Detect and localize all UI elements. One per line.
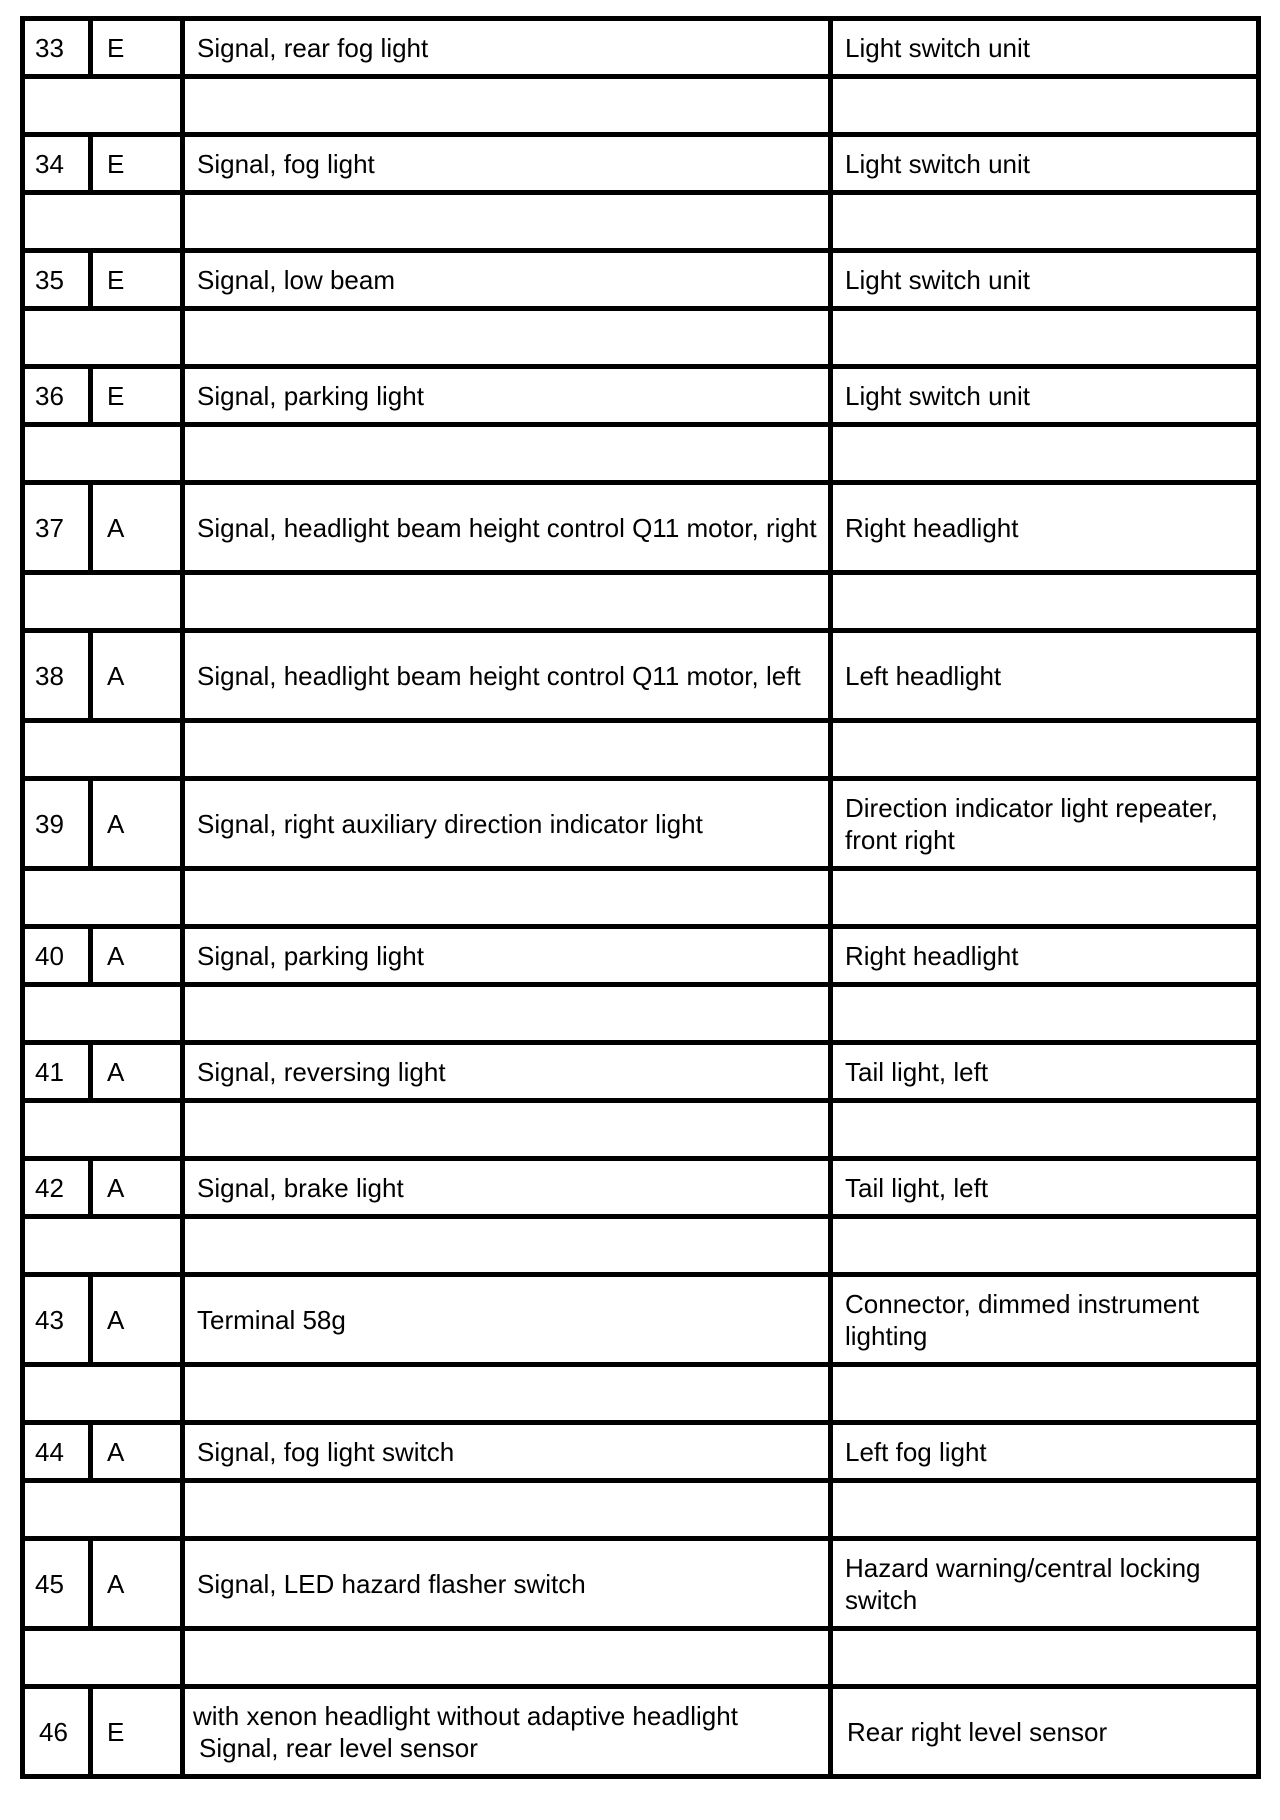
connected-component: Left headlight <box>831 631 1259 721</box>
spacer-row <box>23 77 1259 135</box>
pin-number: 36 <box>23 367 91 425</box>
table-row <box>23 1539 1259 1629</box>
table-row <box>23 135 1259 193</box>
table-row <box>23 1043 1259 1101</box>
connected-component: Direction indicator light repeater, front right <box>831 779 1259 869</box>
table-row <box>23 631 1259 721</box>
signal-direction: E <box>91 1687 183 1777</box>
signal-description: Signal, fog light switch <box>183 1423 831 1481</box>
signal-description <box>183 1687 831 1777</box>
spacer-row <box>23 721 1259 779</box>
pin-number: 45 <box>23 1539 91 1629</box>
signal-description: Signal, headlight beam height control Q11 motor, right <box>183 483 831 573</box>
pin-number: 41 <box>23 1043 91 1101</box>
signal-direction: A <box>91 631 183 721</box>
connected-component: Light switch unit <box>831 367 1259 425</box>
signal-direction: E <box>91 135 183 193</box>
table-row <box>23 483 1259 573</box>
spacer-row <box>23 985 1259 1043</box>
spacer-row <box>23 1365 1259 1423</box>
table-row <box>23 927 1259 985</box>
connected-component: Left fog light <box>831 1423 1259 1481</box>
signal-direction: E <box>91 19 183 77</box>
signal-direction: A <box>91 1275 183 1365</box>
table-row <box>23 19 1259 77</box>
pin-number: 39 <box>23 779 91 869</box>
signal-direction: A <box>91 1539 183 1629</box>
table-row <box>23 367 1259 425</box>
signal-direction: A <box>91 927 183 985</box>
spacer-row <box>23 1101 1259 1159</box>
signal-description: Signal, low beam <box>183 251 831 309</box>
table-row <box>23 1275 1259 1365</box>
connected-component: Light switch unit <box>831 251 1259 309</box>
connected-component: Light switch unit <box>831 135 1259 193</box>
signal-description: Signal, LED hazard flasher switch <box>183 1539 831 1629</box>
signal-direction: A <box>91 1159 183 1217</box>
connected-component: Right headlight <box>831 927 1259 985</box>
table-row <box>23 1423 1259 1481</box>
connected-component: Rear right level sensor <box>831 1687 1259 1777</box>
connected-component: Connector, dimmed instrument lighting <box>831 1275 1259 1365</box>
spacer-row <box>23 193 1259 251</box>
signal-description-text: Signal, rear level sensor <box>199 1732 478 1763</box>
signal-description: Signal, rear fog light <box>183 19 831 77</box>
pin-number: 43 <box>23 1275 91 1365</box>
signal-direction: A <box>91 483 183 573</box>
pin-number: 42 <box>23 1159 91 1217</box>
signal-direction: A <box>91 779 183 869</box>
signal-description: Terminal 58g <box>183 1275 831 1365</box>
signal-description: Signal, reversing light <box>183 1043 831 1101</box>
signal-description: Signal, fog light <box>183 135 831 193</box>
connected-component: Tail light, left <box>831 1043 1259 1101</box>
pin-number: 46 <box>23 1687 91 1777</box>
spacer-row <box>23 425 1259 483</box>
signal-description-condition: with xenon headlight without adaptive headlight <box>193 1700 738 1731</box>
pin-number: 35 <box>23 251 91 309</box>
table-row <box>23 779 1259 869</box>
connected-component: Hazard warning/central locking switch <box>831 1539 1259 1629</box>
spacer-row <box>23 1629 1259 1687</box>
pin-number: 44 <box>23 1423 91 1481</box>
signal-direction: A <box>91 1043 183 1101</box>
pin-number: 33 <box>23 19 91 77</box>
spacer-row <box>23 1217 1259 1275</box>
signal-direction: A <box>91 1423 183 1481</box>
pin-number: 38 <box>23 631 91 721</box>
signal-direction: E <box>91 367 183 425</box>
table-row <box>23 251 1259 309</box>
spacer-row <box>23 1481 1259 1539</box>
signal-description: Signal, right auxiliary direction indicator light <box>183 779 831 869</box>
pin-number: 40 <box>23 927 91 985</box>
spacer-row <box>23 573 1259 631</box>
connected-component: Tail light, left <box>831 1159 1259 1217</box>
pin-number: 37 <box>23 483 91 573</box>
signal-description: Signal, parking light <box>183 367 831 425</box>
table-row <box>23 1687 1259 1777</box>
connected-component: Light switch unit <box>831 19 1259 77</box>
signal-description: Signal, parking light <box>183 927 831 985</box>
pin-number: 34 <box>23 135 91 193</box>
pin-assignment-table <box>20 16 1261 1779</box>
table-row <box>23 1159 1259 1217</box>
signal-description: Signal, brake light <box>183 1159 831 1217</box>
spacer-row <box>23 869 1259 927</box>
signal-direction: E <box>91 251 183 309</box>
spacer-row <box>23 309 1259 367</box>
signal-description: Signal, headlight beam height control Q11 motor, left <box>183 631 831 721</box>
connected-component: Right headlight <box>831 483 1259 573</box>
